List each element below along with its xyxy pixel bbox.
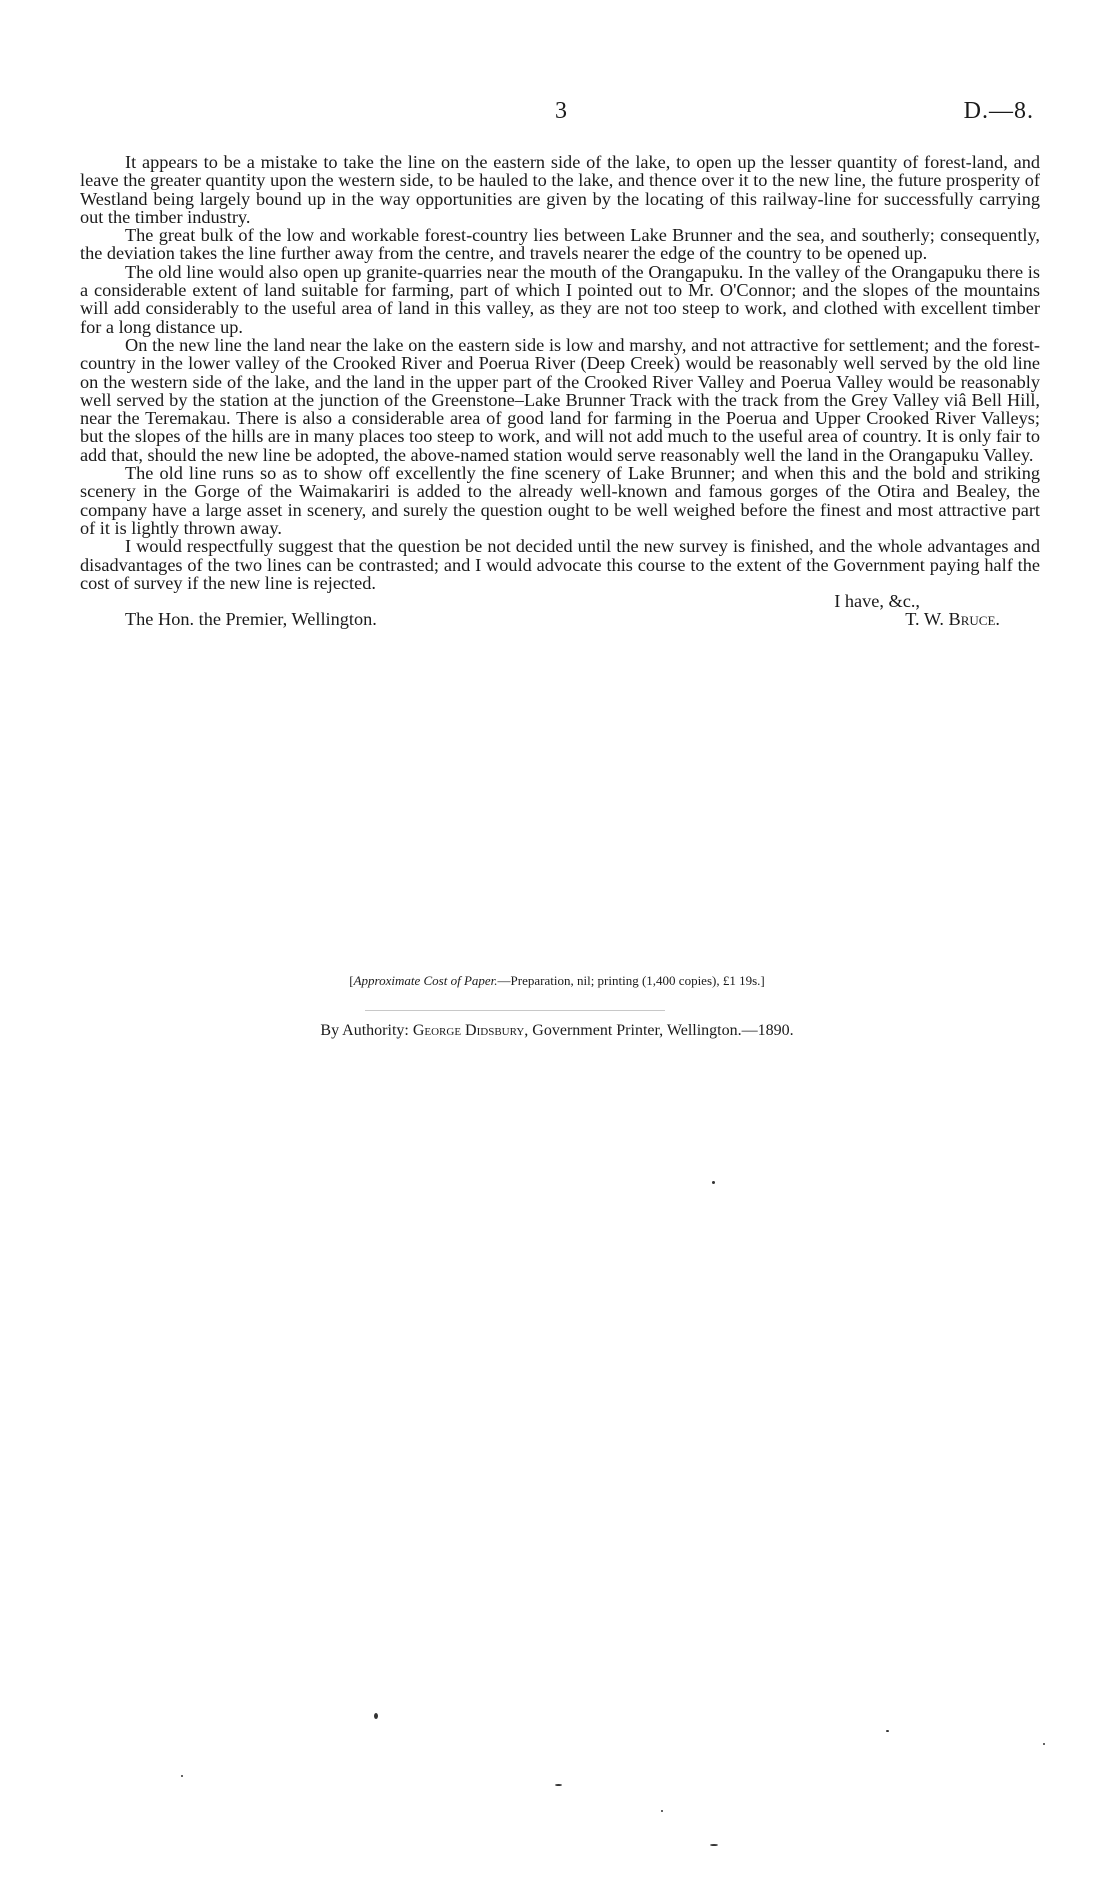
scan-speck [555,1784,562,1786]
cost-note-text: —Preparation, nil; printing (1,400 copies), £1 19s.] [497,973,765,988]
cost-note [0,973,1114,989]
scan-speck [710,1844,718,1846]
paragraph: The old line would also open up granite-quarries near the mouth of the Orangapuku. In the valley of the Orangapuku there is a considerable extent of land suitable for farming, part of which I pointed out to Mr. O'Connor; and the slopes of the mountains will add considerably to the useful area of land in this valley, as they are not too steep to work, and clothed with excellent timber for a long distance up. [80,261,1040,337]
scan-speck [1043,1743,1045,1745]
printer-name: George Didsbury [412,1022,525,1039]
scan-speck [374,1713,378,1719]
paragraph: I would respectfully suggest that the question be not decided until the new survey is finished, and the whole advantages and disadvantages of the two lines can be contrasted; and I would advocate this course to the extent of the Government paying half the cost of survey if the new line is rejected. [80,536,1040,593]
scan-speck [712,1181,715,1184]
page-number: 3 [555,98,567,124]
paragraph: The old line runs so as to show off excellently the fine scenery of Lake Brunner; and when this and the bold and striking scenery in the Gorge of the Waimakariri is added to the already well-known and famous gorges of the Otira and Bealey, the company have a large asset in scenery, and surely the question ought to be well weighed before the finest and most attractive part of it is lightly thrown away. [80,463,1040,538]
closing-row-1 [80,592,1040,610]
printer-imprint [0,1022,1114,1040]
scan-speck [886,1730,889,1732]
closing-salutation: I have, &c., [834,591,920,612]
paragraph: On the new line the land near the lake on the eastern side is low and marshy, and not attractive for settlement; and the forest-country in the lower valley of the Crooked River and Poerua River (Deep Creek) would be reasonably well served by the old line on the western side of the lake, and the land in the upper part of the Crooked River Valley and Poerua Valley would be reasonably well served by the station at the junction of the Greenstone–Lake Brunner Track with the track from the Grey Valley viâ Bell Hill, near the Teremakau. There is also a considerable area of good land for farming in the Poerua and Upper Crooked River Valleys; but the slopes of the hills are in many places too steep to work, and will not add much to the useful area of country. It is only fair to add that, should the new line be adopted, the above-named station would serve reasonably well the land in the Orangapuku Valley. [80,334,1040,465]
cost-note-bracket: [ [349,973,354,988]
signature: T. W. Bruce. [905,609,1000,630]
paragraph: The great bulk of the low and workable forest-country lies between Lake Brunner and the sea, and southerly; consequently, the deviation takes the line further away from the centre, and travels nearer the edge of the country to be opened up. [80,225,1040,264]
closing-row-2 [80,610,1040,628]
scan-speck [661,1810,663,1812]
printer-prefix: By Authority: [320,1022,413,1039]
printer-suffix: , Government Printer, Wellington.—1890. [524,1022,794,1039]
document-code: D.—8. [963,98,1034,124]
cost-note-label: Approximate Cost of Paper. [353,973,498,988]
addressee: The Hon. the Premier, Wellington. [125,609,377,630]
divider-rule [365,1010,665,1011]
page-header [0,98,1114,128]
scan-speck [181,1775,183,1777]
paragraph: It appears to be a mistake to take the line on the eastern side of the lake, to open up the lesser quantity of forest-land, and leave the greater quantity upon the western side, to be hauled to the lake, and thence over it to the new line, the future prosperity of Westland being largely bound up in the way opportunities are given by the locating of this railway-line for successfully carrying out the timber industry. [80,152,1040,227]
letter-body [80,153,1040,629]
